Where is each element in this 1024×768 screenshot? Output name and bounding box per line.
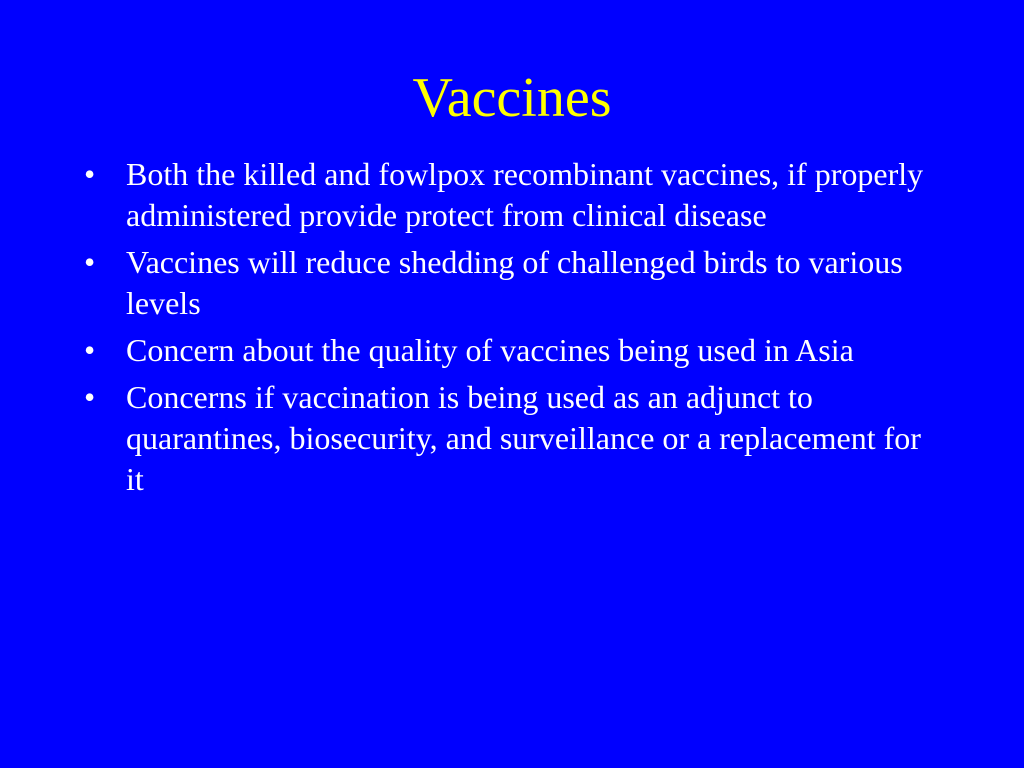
bullet-text: Concerns if vaccination is being used as an adjunct to quarantines, biosecurity, and surveillance or a replacement for it [126, 379, 921, 497]
bullet-text: Vaccines will reduce shedding of challenged birds to various levels [126, 244, 903, 321]
bullet-item [84, 330, 944, 371]
bullet-item [84, 242, 944, 324]
bullet-item [84, 377, 944, 500]
slide-title: Vaccines [412, 67, 612, 129]
bullet-icon: • [84, 379, 96, 415]
bullet-text: Both the killed and fowlpox recombinant vaccines, if properly administered provide protect from clinical disease [126, 156, 924, 233]
bullet-icon: • [84, 244, 96, 280]
bullet-item [84, 154, 944, 236]
bullet-icon: • [84, 156, 96, 192]
bullet-text: Concern about the quality of vaccines being used in Asia [126, 332, 854, 368]
bullet-icon: • [84, 332, 96, 368]
bullet-list [84, 154, 944, 506]
